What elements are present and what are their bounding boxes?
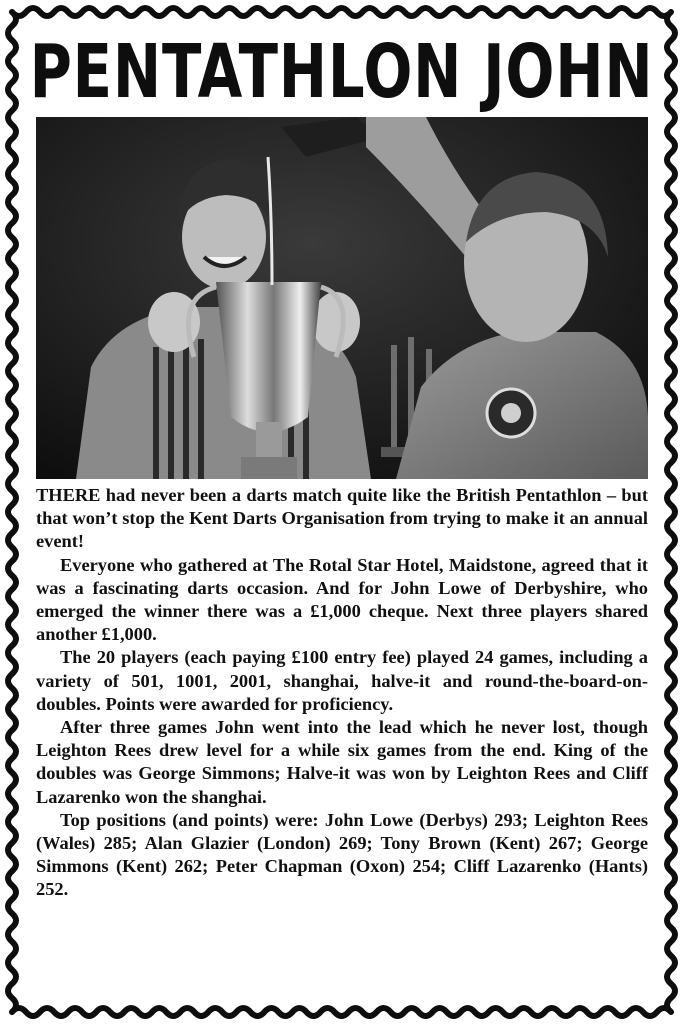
paragraph-4: After three games John went into the lead which he never lost, though Leighton Rees drew level for a while six games from the end. King of the doubles was George Simmons; Halve-it was won by Leighton Rees and Cliff Lazarenko won the shanghai.	[36, 717, 648, 807]
paragraph-1: THERE had never been a darts match quite like the British Pentathlon – but that won’t stop the Kent Darts Organisation from trying to make it an annual event!	[36, 485, 648, 552]
paragraph-3: The 20 players (each paying £100 entry fee) played 24 games, including a variety of 501, 1001, 2001, shanghai, halve-it and round-the-board-on-doubles. Points were awarded for proficiency.	[36, 647, 648, 714]
photo-illustration	[36, 117, 648, 479]
paragraph-5: Top positions (and points) were: John Lowe (Derbys) 293; Leighton Rees (Wales) 285; Alan Glazier (London) 269; Tony Brown (Kent) 267; George Simmons (Kent) 262; Peter Chapman (Oxon) 254; Cliff Lazarenko (Hants) 252.	[36, 809, 648, 900]
photo	[36, 117, 648, 479]
headline: PENTATHLON JOHN	[29, 29, 654, 115]
article-body	[36, 484, 648, 902]
paragraph-2: Everyone who gathered at The Rotal Star Hotel, Maidstone, agreed that it was a fascinating darts occasion. And for John Lowe of Derbyshire, who emerged the winner there was a £1,000 cheque. Next three players shared another £1,000.	[36, 554, 648, 645]
